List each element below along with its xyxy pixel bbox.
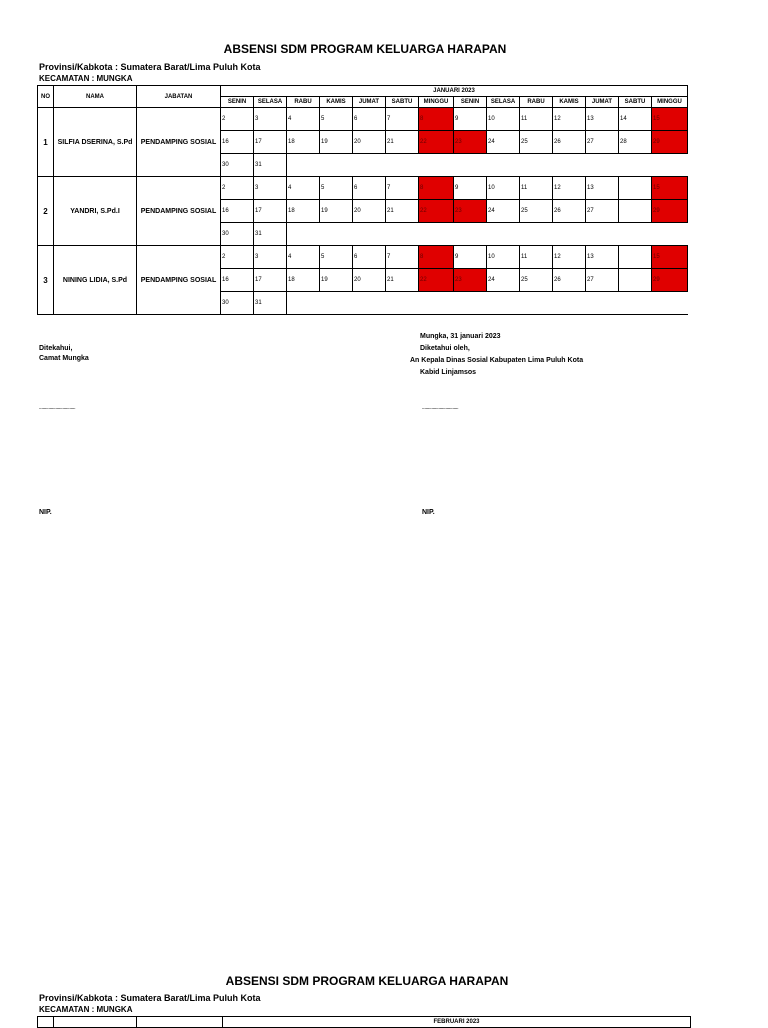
table-row (38, 108, 688, 131)
empty-cell (287, 292, 688, 315)
date-cell: 22 (419, 269, 454, 292)
date-cell: 4 (287, 246, 320, 269)
page2-title: ABSENSI SDM PROGRAM KELUARGA HARAPAN (225, 974, 509, 988)
sign-right-dots: ............................... (422, 405, 459, 411)
day-header: KAMIS (320, 97, 353, 108)
employee-no: 3 (38, 246, 54, 315)
sign-left-dots: ............................... (39, 405, 76, 411)
employee-position: PENDAMPING SOSIAL (137, 108, 221, 177)
date-cell: 19 (320, 269, 353, 292)
date-cell: 4 (287, 177, 320, 200)
attendance-table (37, 85, 688, 315)
date-cell: 20 (353, 269, 386, 292)
date-cell: 31 (254, 223, 287, 246)
date-cell: 8 (419, 108, 454, 131)
date-cell: 2 (221, 108, 254, 131)
date-cell: 26 (553, 269, 586, 292)
employee-no: 1 (38, 108, 54, 177)
date-cell: 16 (221, 269, 254, 292)
date-cell: 12 (553, 177, 586, 200)
sign-right-line3: Kabid Linjamsos (420, 369, 477, 376)
date-cell: 22 (419, 131, 454, 154)
day-header: SABTU (386, 97, 419, 108)
employee-position: PENDAMPING SOSIAL (137, 177, 221, 246)
date-cell: 11 (520, 177, 553, 200)
sign-right (410, 331, 583, 379)
employee-name: SILFIA DSERINA, S.Pd (54, 108, 137, 177)
date-cell: 16 (221, 131, 254, 154)
employee-name: YANDRI, S.Pd.I (54, 177, 137, 246)
date-cell: 6 (353, 177, 386, 200)
date-cell: 3 (254, 108, 287, 131)
day-header: SABTU (619, 97, 652, 108)
district-label: KECAMATAN : MUNGKA (39, 74, 133, 83)
date-cell: 20 (353, 131, 386, 154)
date-cell: 29 (652, 269, 688, 292)
date-cell: 9 (454, 177, 487, 200)
day-header: RABU (520, 97, 553, 108)
date-cell: 17 (254, 131, 287, 154)
employee-name: NINING LIDIA, S.Pd (54, 246, 137, 315)
date-cell: 15 (652, 246, 688, 269)
date-cell: 22 (419, 200, 454, 223)
date-cell: 27 (586, 131, 619, 154)
header-jabatan: JABATAN (137, 86, 221, 108)
date-cell: 20 (353, 200, 386, 223)
date-cell: 29 (652, 200, 688, 223)
date-cell: 17 (254, 200, 287, 223)
date-cell: 9 (454, 246, 487, 269)
date-cell: 15 (652, 108, 688, 131)
date-cell: 10 (487, 177, 520, 200)
page2-province-label: Provinsi/Kabkota : Sumatera Barat/Lima Puluh Kota (39, 993, 261, 1003)
header-month: JANUARI 2023 (221, 86, 688, 97)
sign-left (39, 343, 89, 365)
date-cell: 8 (419, 177, 454, 200)
date-cell: 9 (454, 108, 487, 131)
sign-right-date: Mungka, 31 januari 2023 (420, 333, 501, 340)
date-cell: 26 (553, 200, 586, 223)
sign-left-nip: NIP. (39, 509, 52, 516)
date-cell: 25 (520, 131, 553, 154)
date-cell: 30 (221, 223, 254, 246)
sign-left-line2: Camat Mungka (39, 355, 89, 362)
date-cell: 13 (586, 177, 619, 200)
date-cell: 18 (287, 200, 320, 223)
date-cell: 23 (454, 269, 487, 292)
day-header: JUMAT (353, 97, 386, 108)
day-header: MINGGU (419, 97, 454, 108)
page2-district-label: KECAMATAN : MUNGKA (39, 1005, 133, 1014)
date-cell: 23 (454, 131, 487, 154)
page2-header-no (38, 1017, 54, 1028)
table-row (38, 246, 688, 269)
empty-cell (287, 154, 688, 177)
day-header: KAMIS (553, 97, 586, 108)
day-header: MINGGU (652, 97, 688, 108)
date-cell: 2 (221, 246, 254, 269)
date-cell: 7 (386, 246, 419, 269)
page2-header-month: FEBRUARI 2023 (223, 1017, 691, 1028)
date-cell: 24 (487, 269, 520, 292)
date-cell: 30 (221, 292, 254, 315)
date-cell: 12 (553, 108, 586, 131)
date-cell (619, 246, 652, 269)
date-cell: 7 (386, 177, 419, 200)
date-cell: 13 (586, 108, 619, 131)
date-cell: 12 (553, 246, 586, 269)
page2-header-jabatan (137, 1017, 223, 1028)
page2-header-nama (54, 1017, 137, 1028)
date-cell: 4 (287, 108, 320, 131)
date-cell: 18 (287, 269, 320, 292)
date-cell: 19 (320, 200, 353, 223)
date-cell (619, 200, 652, 223)
sign-right-line2: An Kepala Dinas Sosial Kabupaten Lima Puluh Kota (410, 357, 584, 364)
date-cell: 30 (221, 154, 254, 177)
employee-position: PENDAMPING SOSIAL (137, 246, 221, 315)
date-cell (619, 269, 652, 292)
date-cell: 3 (254, 177, 287, 200)
date-cell: 23 (454, 200, 487, 223)
day-header: SELASA (487, 97, 520, 108)
date-cell (619, 177, 652, 200)
date-cell: 21 (386, 131, 419, 154)
date-cell: 25 (520, 200, 553, 223)
date-cell: 16 (221, 200, 254, 223)
page2-attendance-table (37, 1016, 691, 1028)
date-cell: 8 (419, 246, 454, 269)
date-cell: 5 (320, 108, 353, 131)
page-title: ABSENSI SDM PROGRAM KELUARGA HARAPAN (223, 42, 507, 56)
date-cell: 28 (619, 131, 652, 154)
date-cell: 6 (353, 108, 386, 131)
date-cell: 24 (487, 200, 520, 223)
sign-left-line1: Ditekahui, (39, 345, 73, 352)
date-cell: 26 (553, 131, 586, 154)
date-cell: 31 (254, 154, 287, 177)
date-cell: 10 (487, 108, 520, 131)
date-cell: 6 (353, 246, 386, 269)
province-label: Provinsi/Kabkota : Sumatera Barat/Lima Puluh Kota (39, 62, 261, 72)
date-cell: 13 (586, 246, 619, 269)
date-cell: 27 (586, 269, 619, 292)
date-cell: 2 (221, 177, 254, 200)
date-cell: 15 (652, 177, 688, 200)
date-cell: 5 (320, 246, 353, 269)
date-cell: 19 (320, 131, 353, 154)
day-header: SENIN (454, 97, 487, 108)
table-row (38, 177, 688, 200)
day-header: RABU (287, 97, 320, 108)
date-cell: 10 (487, 246, 520, 269)
date-cell: 18 (287, 131, 320, 154)
empty-cell (287, 223, 688, 246)
date-cell: 14 (619, 108, 652, 131)
sign-right-line1: Diketahui oleh, (420, 345, 470, 352)
day-header: SENIN (221, 97, 254, 108)
date-cell: 21 (386, 269, 419, 292)
sign-right-nip: NIP. (422, 509, 435, 516)
date-cell: 24 (487, 131, 520, 154)
date-cell: 11 (520, 246, 553, 269)
date-cell: 11 (520, 108, 553, 131)
date-cell: 17 (254, 269, 287, 292)
date-cell: 27 (586, 200, 619, 223)
date-cell: 31 (254, 292, 287, 315)
date-cell: 29 (652, 131, 688, 154)
day-header: SELASA (254, 97, 287, 108)
date-cell: 3 (254, 246, 287, 269)
header-nama: NAMA (54, 86, 137, 108)
employee-no: 2 (38, 177, 54, 246)
date-cell: 25 (520, 269, 553, 292)
date-cell: 7 (386, 108, 419, 131)
day-header: JUMAT (586, 97, 619, 108)
header-no: NO (38, 86, 54, 108)
date-cell: 21 (386, 200, 419, 223)
date-cell: 5 (320, 177, 353, 200)
